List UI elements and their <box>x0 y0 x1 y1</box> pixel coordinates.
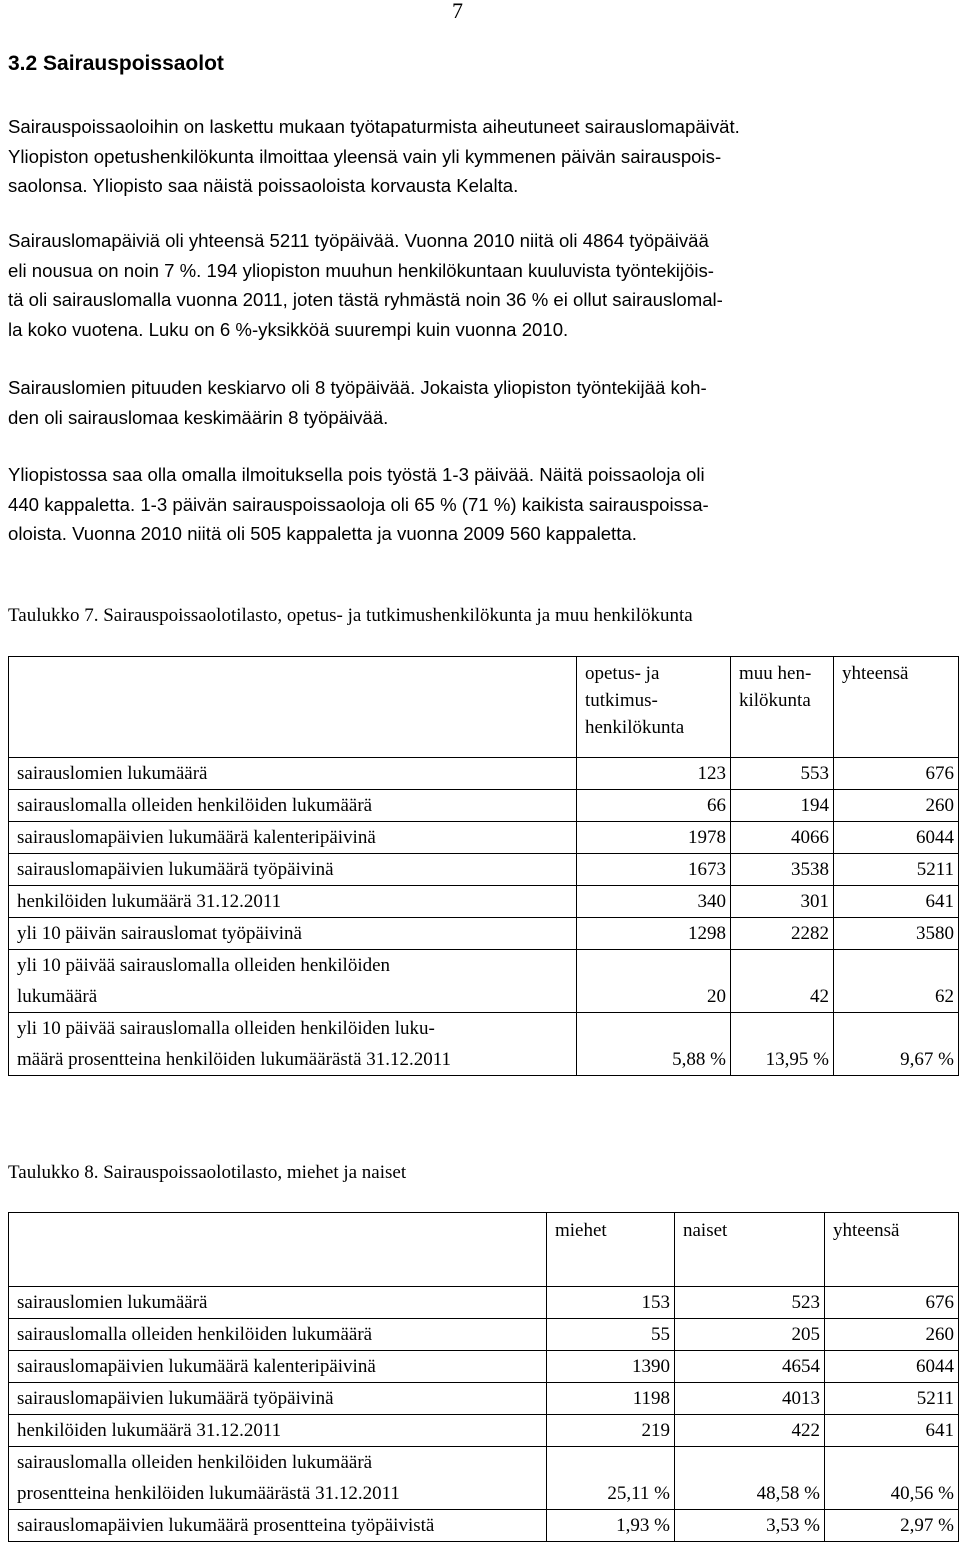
section-title: 3.2 Sairauspoissaolot <box>8 52 224 75</box>
table-row <box>9 758 959 790</box>
column-header: yhteensä <box>834 657 959 758</box>
paragraph-line: Yliopistossa saa olla omalla ilmoituksella pois työstä 1-3 päivää. Näitä poissaoloja oli <box>8 464 705 485</box>
row-label <box>9 918 577 950</box>
row-label-line: henkilöiden lukumäärä 31.12.2011 <box>17 1420 282 1441</box>
value-cell: 42 <box>731 950 834 1013</box>
column-header: muu hen- kilökunta <box>731 657 834 758</box>
row-label-line: määrä prosentteina henkilöiden lukumäärästä 31.12.2011 <box>17 1049 452 1070</box>
row-label-line: henkilöiden lukumäärä 31.12.2011 <box>17 891 282 912</box>
paragraph-self-reported-absence <box>8 460 948 549</box>
value-cell: 4013 <box>675 1383 825 1415</box>
value-cell: 5211 <box>834 854 959 886</box>
value-cell: 40,56 % <box>825 1447 959 1510</box>
value-cell: 219 <box>547 1415 675 1447</box>
value-cell: 1198 <box>547 1383 675 1415</box>
value-cell: 3,53 % <box>675 1510 825 1542</box>
value-cell: 5,88 % <box>577 1013 731 1076</box>
table-row <box>9 822 959 854</box>
value-cell: 3580 <box>834 918 959 950</box>
value-cell: 2282 <box>731 918 834 950</box>
value-cell: 205 <box>675 1319 825 1351</box>
value-cell: 4654 <box>675 1351 825 1383</box>
table-row <box>9 1383 959 1415</box>
row-label <box>9 790 577 822</box>
value-cell: 553 <box>731 758 834 790</box>
value-cell: 523 <box>675 1287 825 1319</box>
paragraph-average-length <box>8 373 948 432</box>
value-cell: 1,93 % <box>547 1510 675 1542</box>
row-label <box>9 1415 547 1447</box>
row-label-line: sairauslomapäivien lukumäärä kalenteripäivinä <box>17 827 376 848</box>
row-label-line: sairauslomien lukumäärä <box>17 763 208 784</box>
table-header-row <box>9 1213 959 1287</box>
value-cell: 1298 <box>577 918 731 950</box>
value-cell: 422 <box>675 1415 825 1447</box>
table-row <box>9 1287 959 1319</box>
row-label-line: sairauslomalla olleiden henkilöiden lukumäärä <box>17 795 373 816</box>
table-row <box>9 790 959 822</box>
table-row <box>9 886 959 918</box>
value-cell: 13,95 % <box>731 1013 834 1076</box>
table-row <box>9 1510 959 1542</box>
row-label <box>9 822 577 854</box>
row-label-line: yli 10 päivää sairauslomalla olleiden henkilöiden luku- <box>17 1018 435 1039</box>
table-row <box>9 1415 959 1447</box>
paragraph-line: den oli sairauslomaa keskimäärin 8 työpäivää. <box>8 406 389 428</box>
value-cell: 66 <box>577 790 731 822</box>
paragraph-line: Sairauslomapäiviä oli yhteensä 5211 työpäivää. Vuonna 2010 niitä oli 4864 työpäivää <box>8 230 709 251</box>
table-row <box>9 854 959 886</box>
value-cell: 4066 <box>731 822 834 854</box>
row-label <box>9 1013 577 1076</box>
column-header: naiset <box>675 1213 825 1287</box>
row-label-line: sairauslomien lukumäärä <box>17 1292 208 1313</box>
value-cell: 676 <box>834 758 959 790</box>
paragraph-line: la koko vuotena. Luku on 6 %-yksikköä suurempi kuin vuonna 2010. <box>8 318 569 340</box>
row-label <box>9 758 577 790</box>
row-label-line: sairauslomalla olleiden henkilöiden lukumäärä <box>17 1452 373 1473</box>
row-label <box>9 1383 547 1415</box>
value-cell: 123 <box>577 758 731 790</box>
row-label-line: sairauslomapäivien lukumäärä kalenteripäivinä <box>17 1356 376 1377</box>
paragraph-line: 440 kappaletta. 1-3 päivän sairauspoissaoloja oli 65 % (71 %) kaikista sairauspoissa- <box>8 493 709 515</box>
value-cell: 260 <box>834 790 959 822</box>
table-row <box>9 1351 959 1383</box>
value-cell: 1390 <box>547 1351 675 1383</box>
table7-sick-leave-by-staff-group <box>8 656 959 1076</box>
value-cell: 6044 <box>834 822 959 854</box>
table-row <box>9 1447 959 1510</box>
table-row <box>9 918 959 950</box>
page-number: 7 <box>452 0 463 23</box>
value-cell: 5211 <box>825 1383 959 1415</box>
value-cell: 25,11 % <box>547 1447 675 1510</box>
row-label-line: lukumäärä <box>17 986 98 1007</box>
value-cell: 340 <box>577 886 731 918</box>
row-label-line: prosentteina henkilöiden lukumäärästä 31.12.2011 <box>17 1483 400 1504</box>
table-row <box>9 1319 959 1351</box>
row-label <box>9 886 577 918</box>
row-label-line: yli 10 päivän sairauslomat työpäivinä <box>17 923 302 944</box>
row-label-line: sairauslomapäivien lukumäärä prosentteina työpäivistä <box>17 1515 435 1536</box>
paragraph-sick-days-total <box>8 226 948 344</box>
value-cell: 55 <box>547 1319 675 1351</box>
row-label <box>9 950 577 1013</box>
row-label-line: sairauslomalla olleiden henkilöiden lukumäärä <box>17 1324 373 1345</box>
value-cell: 1673 <box>577 854 731 886</box>
value-cell: 3538 <box>731 854 834 886</box>
row-label <box>9 1351 547 1383</box>
value-cell: 2,97 % <box>825 1510 959 1542</box>
value-cell: 301 <box>731 886 834 918</box>
table8-sick-leave-by-gender <box>8 1212 959 1542</box>
row-label <box>9 1287 547 1319</box>
column-header: miehet <box>547 1213 675 1287</box>
row-label <box>9 854 577 886</box>
value-cell: 641 <box>834 886 959 918</box>
table-header-row <box>9 657 959 758</box>
table-row <box>9 1013 959 1076</box>
paragraph-line: Yliopiston opetushenkilökunta ilmoittaa yleensä vain yli kymmenen päivän sairauspois- <box>8 145 722 167</box>
header-empty-cell <box>9 1213 547 1287</box>
paragraph-line: tä oli sairauslomalla vuonna 2011, joten tästä ryhmästä noin 36 % ei ollut sairauslomal- <box>8 289 723 310</box>
row-label-line: yli 10 päivää sairauslomalla olleiden henkilöiden <box>17 955 391 976</box>
paragraph-line: Sairauspoissaoloihin on laskettu mukaan työtapaturmista aiheutuneet sairauslomapäivät. <box>8 116 740 137</box>
column-header: yhteensä <box>825 1213 959 1287</box>
row-label-line: sairauslomapäivien lukumäärä työpäivinä <box>17 859 334 880</box>
paragraph-absence-counting <box>8 112 948 201</box>
row-label <box>9 1319 547 1351</box>
table-row <box>9 950 959 1013</box>
value-cell: 153 <box>547 1287 675 1319</box>
value-cell: 62 <box>834 950 959 1013</box>
paragraph-line: oloista. Vuonna 2010 niitä oli 505 kappaletta ja vuonna 2009 560 kappaletta. <box>8 523 637 544</box>
value-cell: 6044 <box>825 1351 959 1383</box>
row-label-line: sairauslomapäivien lukumäärä työpäivinä <box>17 1388 334 1409</box>
value-cell: 641 <box>825 1415 959 1447</box>
table7-caption: Taulukko 7. Sairauspoissaolotilasto, opetus- ja tutkimushenkilökunta ja muu henkilökunta <box>8 605 693 626</box>
value-cell: 260 <box>825 1319 959 1351</box>
value-cell: 1978 <box>577 822 731 854</box>
header-empty-cell <box>9 657 577 758</box>
value-cell: 20 <box>577 950 731 1013</box>
value-cell: 194 <box>731 790 834 822</box>
row-label <box>9 1447 547 1510</box>
value-cell: 48,58 % <box>675 1447 825 1510</box>
row-label <box>9 1510 547 1542</box>
paragraph-line: saolonsa. Yliopisto saa näistä poissaoloista korvausta Kelalta. <box>8 175 519 196</box>
paragraph-line: Sairauslomien pituuden keskiarvo oli 8 työpäivää. Jokaista yliopiston työntekijää koh- <box>8 377 707 398</box>
table8-caption: Taulukko 8. Sairauspoissaolotilasto, miehet ja naiset <box>8 1162 407 1183</box>
value-cell: 676 <box>825 1287 959 1319</box>
paragraph-line: eli nousua on noin 7 %. 194 yliopiston muuhun henkilökuntaan kuuluvista työntekijöis- <box>8 259 714 281</box>
value-cell: 9,67 % <box>834 1013 959 1076</box>
column-header: opetus- ja tutkimus- henkilökunta <box>577 657 731 758</box>
